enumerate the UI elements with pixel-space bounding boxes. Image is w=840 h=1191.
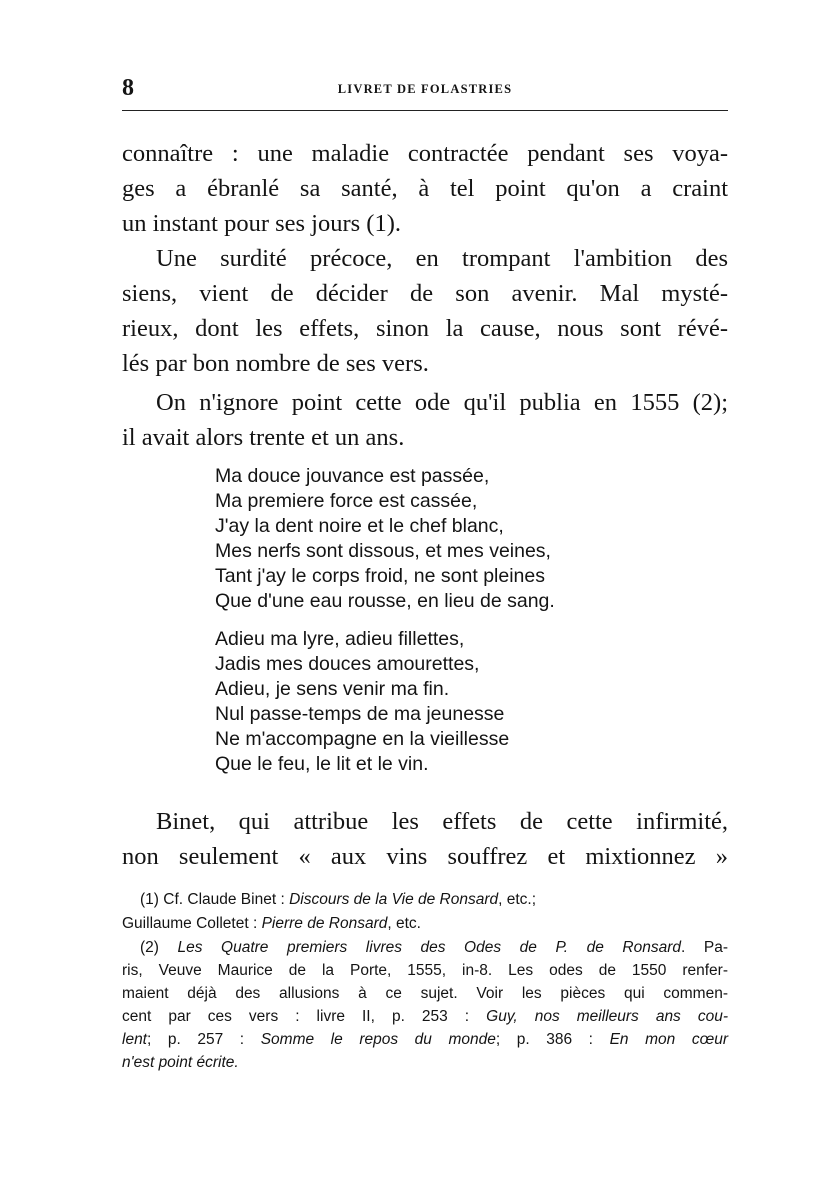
verse-line: Tant j'ay le corps froid, ne sont pleines bbox=[215, 565, 545, 587]
footnote-2-line bbox=[122, 1009, 728, 1025]
body-line: rieux, dont les effets, sinon la cause, nous sont révé- bbox=[122, 315, 728, 342]
body-line: connaître : une maladie contractée pendant ses voya- bbox=[122, 140, 728, 167]
body-line: siens, vient de décider de son avenir. Mal mysté- bbox=[122, 280, 728, 307]
verse-line: Que d'une eau rousse, en lieu de sang. bbox=[215, 590, 555, 612]
footnote-2-line: maient déjà des allusions à ce sujet. Voir les pièces qui commen- bbox=[122, 985, 728, 1002]
verse-line: Adieu ma lyre, adieu fillettes, bbox=[215, 628, 465, 650]
body-line: il avait alors trente et un ans. bbox=[122, 424, 405, 451]
footnote-text: ; p. 386 : bbox=[495, 1031, 610, 1048]
verse-line: J'ay la dent noire et le chef blanc, bbox=[215, 515, 504, 537]
verse-line: Que le feu, le lit et le vin. bbox=[215, 753, 429, 775]
footnote-text: cent par ces vers : livre II, p. 253 : bbox=[122, 1008, 487, 1025]
footnote-title: Pierre de Ronsard bbox=[261, 915, 388, 932]
verse-line: Mes nerfs sont dissous, et mes veines, bbox=[215, 540, 551, 562]
body-line: lés par bon nombre de ses vers. bbox=[122, 350, 429, 377]
verse-line: Adieu, je sens venir ma fin. bbox=[215, 678, 450, 700]
footnote-title: Discours de la Vie de Ronsard bbox=[289, 891, 499, 908]
footnote-title: lent bbox=[122, 1031, 147, 1048]
footnote-text: , etc. bbox=[387, 915, 421, 932]
footnote-1-line bbox=[140, 892, 536, 908]
body-line: On n'ignore point cette ode qu'il publia en 1555 (2); bbox=[156, 389, 728, 416]
footnote-text: Guillaume Colletet : bbox=[122, 915, 262, 932]
footnote-mark: (2) bbox=[140, 939, 159, 956]
footnote-text: Cf. Claude Binet : bbox=[163, 891, 290, 908]
footnote-title: Guy, nos meilleurs ans cou- bbox=[486, 1008, 728, 1025]
footnote-title: n'est point écrite. bbox=[122, 1054, 239, 1071]
footnote-text: ; p. 257 : bbox=[147, 1031, 261, 1048]
header-rule bbox=[122, 110, 728, 111]
verse-line: Ne m'accompagne en la vieillesse bbox=[215, 728, 510, 750]
body-line: non seulement « aux vins souffrez et mixtionnez » bbox=[122, 843, 728, 870]
body-line: un instant pour ses jours (1). bbox=[122, 210, 401, 237]
verse-line: Ma douce jouvance est passée, bbox=[215, 465, 490, 487]
running-head bbox=[122, 76, 728, 100]
footnote-title: Les Quatre premiers livres des Odes de P. de Ronsard bbox=[177, 939, 682, 956]
footnote-text: . Pa- bbox=[681, 939, 728, 956]
footnote-title: En mon cœur bbox=[609, 1031, 728, 1048]
body-line: Une surdité précoce, en trompant l'ambition des bbox=[156, 245, 728, 272]
body-line: ges a ébranlé sa santé, à tel point qu'on a craint bbox=[122, 175, 728, 202]
footnote-text: , etc.; bbox=[498, 891, 537, 908]
footnote-1-line bbox=[122, 916, 421, 932]
verse-line: Jadis mes douces amourettes, bbox=[215, 653, 480, 675]
footnote-mark: (1) bbox=[140, 891, 159, 908]
page-number: 8 bbox=[122, 75, 134, 101]
footnote-2-line bbox=[122, 1032, 728, 1048]
running-title: LIVRET DE FOLASTRIES bbox=[337, 82, 513, 96]
footnote-2-line: ris, Veuve Maurice de la Porte, 1555, in-8. Les odes de 1550 renfer- bbox=[122, 962, 728, 979]
footnote-2-line bbox=[140, 940, 728, 956]
footnote-2-line bbox=[122, 1055, 239, 1071]
verse-line: Ma premiere force est cassée, bbox=[215, 490, 478, 512]
footnote-title: Somme le repos du monde bbox=[260, 1031, 496, 1048]
body-line: Binet, qui attribue les effets de cette infirmité, bbox=[156, 808, 728, 835]
verse-line: Nul passe-temps de ma jeunesse bbox=[215, 703, 505, 725]
